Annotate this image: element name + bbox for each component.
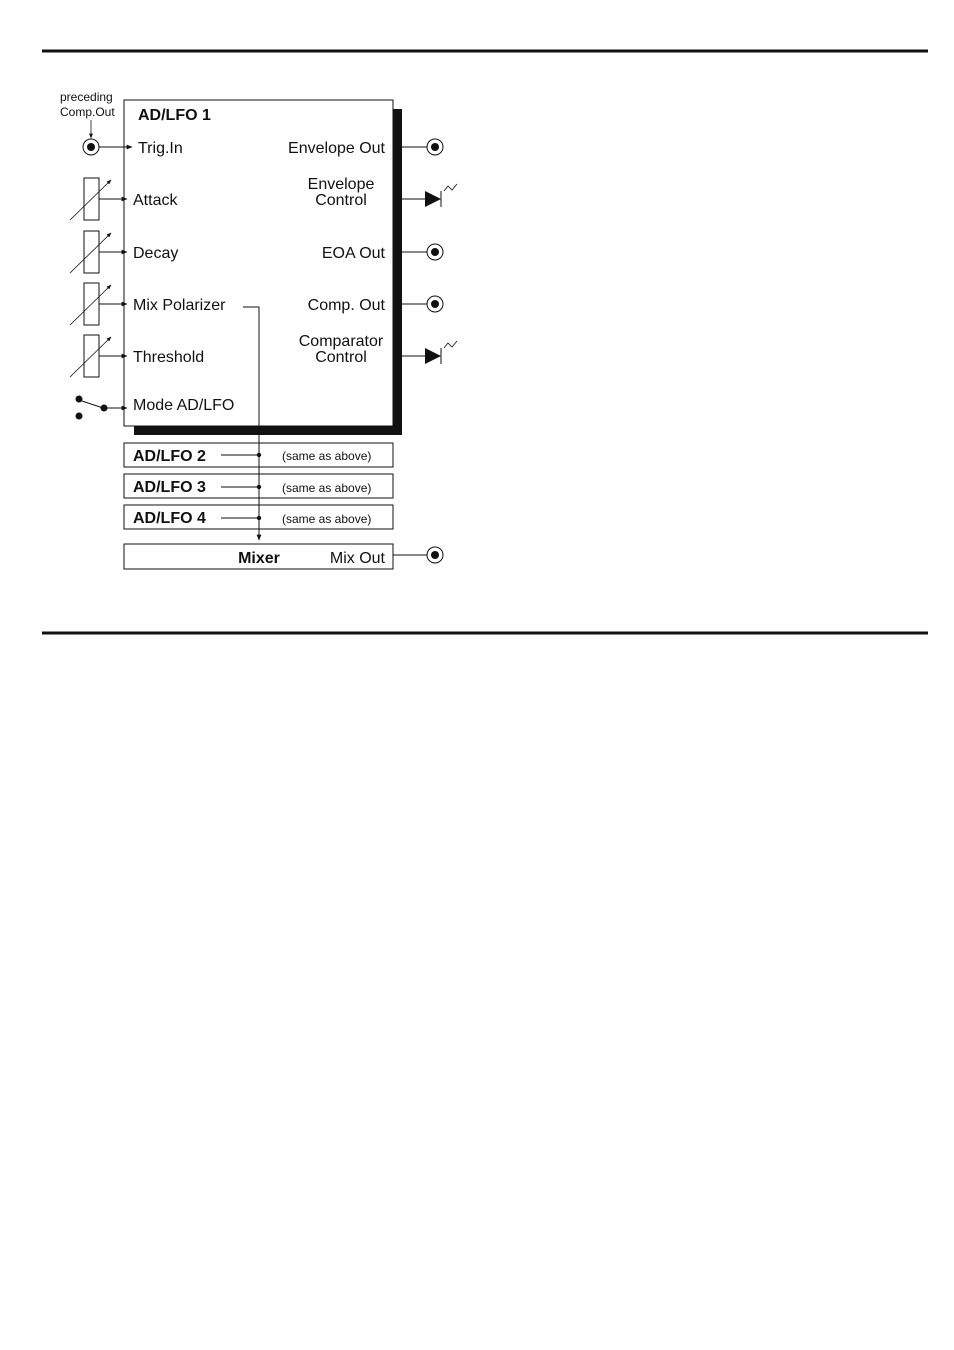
- input-label-trig-in: Trig.In: [138, 140, 183, 157]
- preceding-label-line1: preceding: [60, 90, 113, 104]
- mixer-title: Mixer: [238, 550, 280, 567]
- input-label-decay: Decay: [133, 245, 179, 262]
- eoa-out-jack-icon[interactable]: [427, 244, 443, 260]
- sub-module-title-4: AD/LFO 4: [133, 510, 206, 527]
- trig-in-jack-icon[interactable]: [83, 139, 99, 155]
- mode-switch-icon[interactable]: [76, 396, 108, 420]
- comparator-control-led-icon: [425, 341, 457, 364]
- output-label-envelope-out: Envelope Out: [288, 140, 385, 157]
- input-label-mix-polarizer: Mix Polarizer: [133, 297, 226, 314]
- output-label-eoa-out: EOA Out: [321, 245, 385, 262]
- output-label-envelope-control-1: Envelope: [307, 176, 375, 193]
- comp-out-jack-icon[interactable]: [427, 296, 443, 312]
- input-label-threshold: Threshold: [133, 349, 205, 366]
- envelope-control-led-icon: [425, 184, 457, 207]
- output-label-comparator-control-2: Control: [315, 349, 367, 366]
- sub-module-title-3: AD/LFO 3: [133, 479, 206, 496]
- sub-module-note-4: (same as above): [282, 512, 372, 526]
- input-label-mode: Mode AD/LFO: [133, 397, 235, 414]
- output-label-comp-out: Comp. Out: [307, 297, 385, 314]
- sub-module-title-2: AD/LFO 2: [133, 448, 206, 465]
- sub-module-note-2: (same as above): [282, 449, 372, 463]
- sub-module-note-3: (same as above): [282, 481, 372, 495]
- preceding-label-line2: Comp.Out: [60, 105, 115, 119]
- mixer-output-label: Mix Out: [329, 550, 385, 567]
- envelope-out-jack-icon[interactable]: [427, 139, 443, 155]
- output-label-comparator-control-1: Comparator: [298, 333, 384, 350]
- mix-out-jack-icon[interactable]: [427, 547, 443, 563]
- input-label-attack: Attack: [133, 192, 178, 209]
- output-label-envelope-control-2: Control: [315, 192, 367, 209]
- module-title: AD/LFO 1: [138, 107, 211, 124]
